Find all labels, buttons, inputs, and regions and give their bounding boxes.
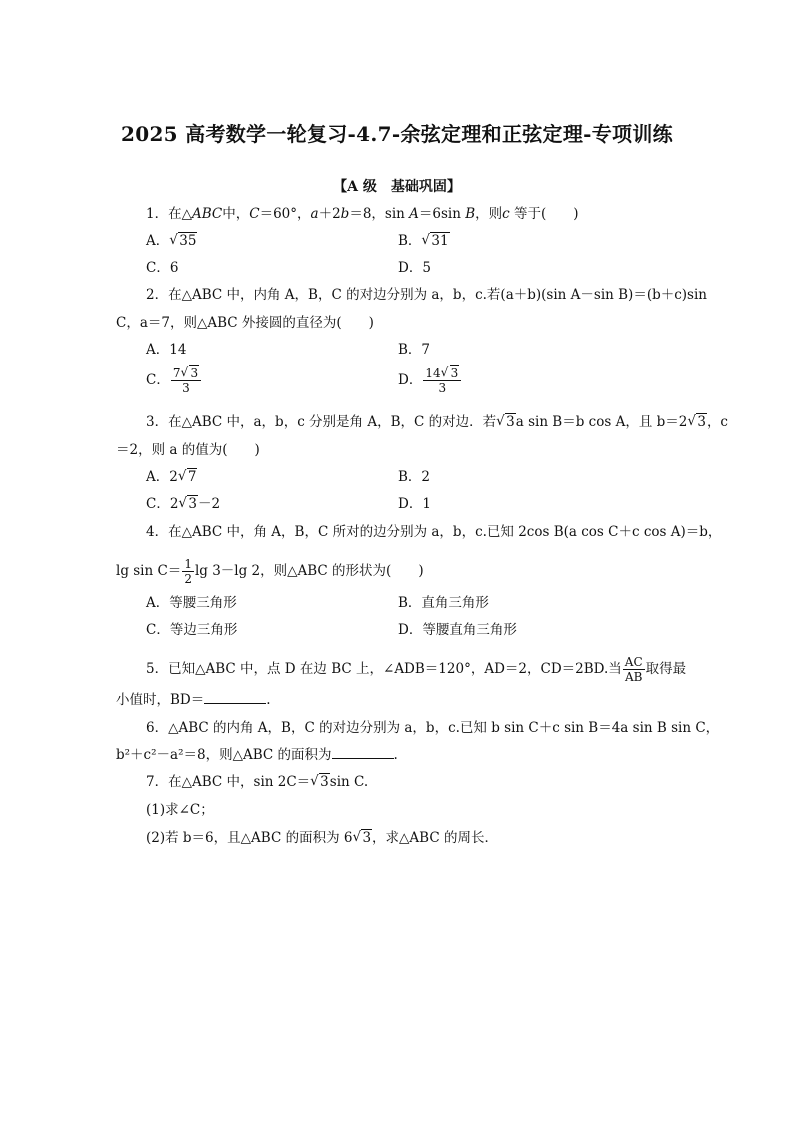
question-6-line-2: b²＋c²－a²＝8，则△ABC 的面积为 .: [116, 747, 398, 763]
answer-blank[interactable]: [204, 691, 266, 704]
question-4-line-2: lg sin C＝ $\frac{1}{2}$ lg 3－lg 2，则△ABC 的形状为( ): [116, 557, 424, 586]
q3-option-d: D．1: [398, 496, 431, 512]
q1-option-b: B．√ 31: [398, 232, 450, 250]
q2-option-b: B．7: [398, 342, 431, 358]
question-3-line-1: 3．在△ABC 中，a，b，c 分别是角 A，B，C 的对边．若√ 3a sin B＝b cos A，且 b＝2√ 3，c: [146, 413, 726, 431]
question-2-line-2: C，a＝7，则△ABC 外接圆的直径为( ): [116, 315, 374, 331]
q4-option-a: A．等腰三角形: [146, 595, 237, 611]
question-3-line-2: ＝2，则 a 的值为( ): [116, 442, 260, 458]
question-7-line-1: 7．在△ABC 中，sin 2C＝√ 3sin C.: [146, 773, 726, 791]
question-6-line-1: 6．△ABC 的内角 A，B，C 的对边分别为 a，b，c.已知 b sin C＋c sin B＝4a sin B sin C，: [146, 720, 720, 736]
answer-blank[interactable]: [332, 746, 394, 759]
q1-option-a: A．√ 35: [146, 232, 197, 250]
question-5-line-2: 小值时，BD＝ .: [116, 692, 271, 708]
question-4-line-1: 4．在△ABC 中，角 A，B，C 所对的边分别为 a，b，c.已知 2cos B(a cos C＋c cos A)＝b，: [146, 524, 722, 540]
question-1: 1．在△ABC中，C＝60°，a＋2b＝8，sin A＝6sin B，则c 等于( ): [146, 206, 579, 222]
q2-option-d: D． $\frac{14√ 3}{3}$: [398, 366, 462, 395]
question-2-line-1: 2．在△ABC 中，内角 A，B，C 的对边分别为 a，b，c.若(a＋b)(sin A－sin B)＝(b＋c)sin: [146, 287, 707, 303]
q1-option-d: D．5: [398, 260, 431, 276]
question-7-part-2: (2)若 b＝6，且△ABC 的面积为 6√ 3，求△ABC 的周长．: [146, 829, 726, 847]
section-heading: 【A 级 基础巩固】: [333, 179, 461, 195]
question-5-line-1: 5．已知△ABC 中，点 D 在边 BC 上，∠ADB＝120°，AD＝2，CD＝2BD.当 $\frac{AC}{AB}$ 取得最: [146, 655, 687, 684]
q3-option-c: C．2√ 3－2: [146, 495, 220, 513]
q1-option-c: C．6: [146, 260, 179, 276]
q3-option-b: B．2: [398, 469, 431, 485]
q4-option-c: C．等边三角形: [146, 622, 238, 638]
question-7-part-1: (1)求∠C；: [146, 802, 214, 818]
q3-option-a: A．2√ 7: [146, 468, 197, 486]
q4-option-b: B．直角三角形: [398, 595, 489, 611]
q2-option-c: C． $\frac{7√ 3}{3}$: [146, 366, 202, 395]
q4-option-d: D．等腰直角三角形: [398, 622, 517, 638]
page-title: 2025 高考数学一轮复习-4.7-余弦定理和正弦定理-专项训练: [121, 122, 673, 146]
q2-option-a: A．14: [146, 342, 187, 358]
